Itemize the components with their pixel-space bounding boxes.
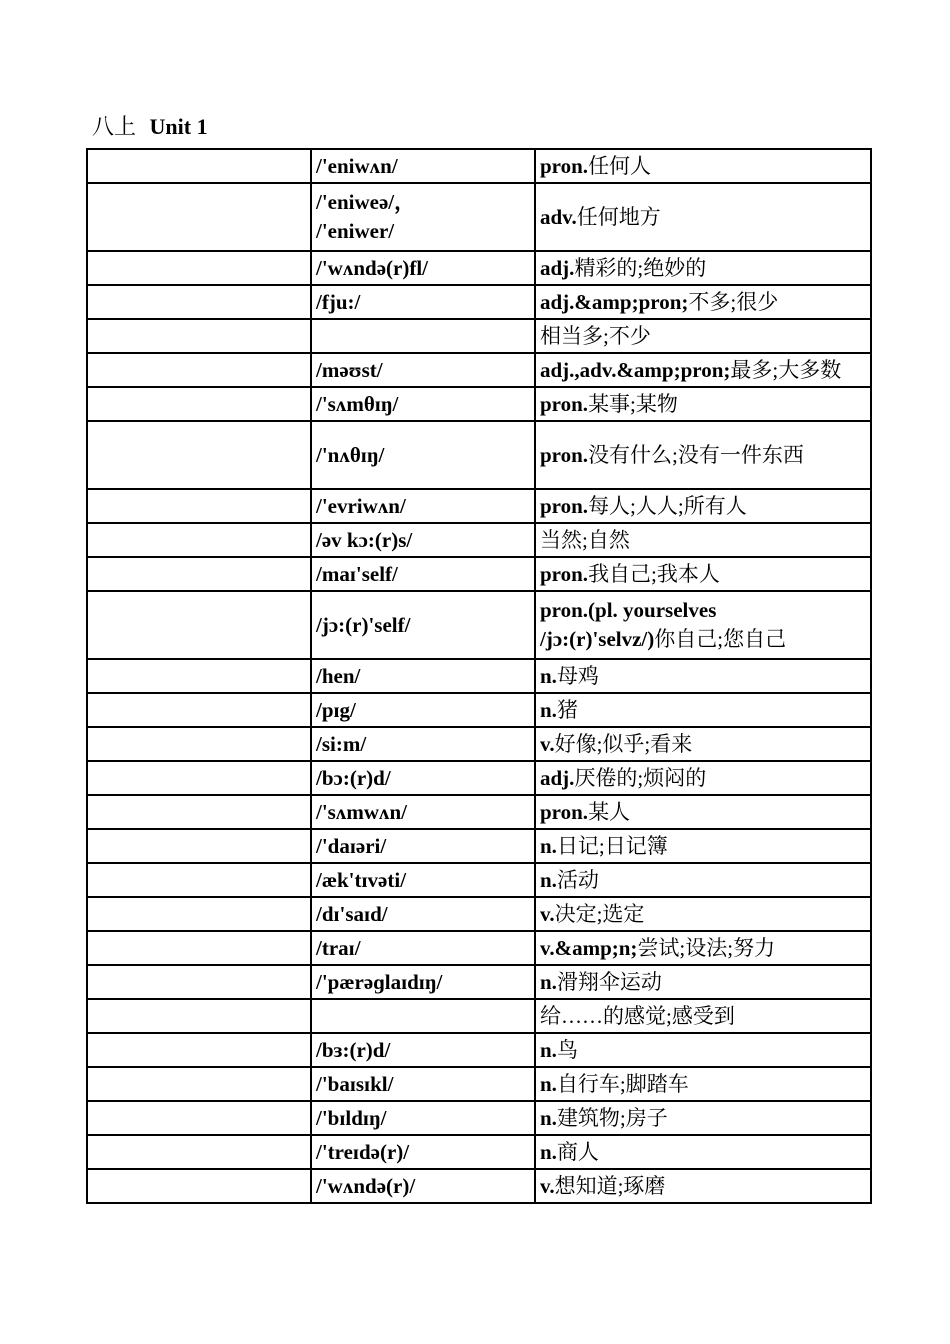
word-cell bbox=[87, 557, 311, 591]
meaning-cell bbox=[535, 1067, 871, 1101]
phonetic-cell: /'baɪsɪkl/ bbox=[311, 1067, 535, 1101]
chinese-meaning: 最多;大多数 bbox=[730, 357, 842, 382]
chinese-meaning: 精彩的;绝妙的 bbox=[574, 255, 707, 280]
table-row bbox=[87, 1033, 871, 1067]
word-cell bbox=[87, 897, 311, 931]
chinese-meaning: 每人;人人;所有人 bbox=[588, 493, 747, 518]
part-of-speech: adv. bbox=[540, 204, 577, 229]
word-cell bbox=[87, 659, 311, 693]
table-row bbox=[87, 897, 871, 931]
meaning-cell bbox=[535, 965, 871, 999]
table-row bbox=[87, 795, 871, 829]
word-cell bbox=[87, 1169, 311, 1203]
word-cell bbox=[87, 931, 311, 965]
chinese-meaning: 不多;很少 bbox=[688, 289, 779, 314]
part-of-speech: n. bbox=[540, 867, 557, 892]
part-of-speech: n. bbox=[540, 1037, 557, 1062]
meaning-cell bbox=[535, 1033, 871, 1067]
table-row bbox=[87, 523, 871, 557]
title-unit: Unit 1 bbox=[149, 114, 208, 139]
part-of-speech: n. bbox=[540, 969, 557, 994]
part-of-speech: adj. bbox=[540, 255, 575, 280]
meaning-cell bbox=[535, 659, 871, 693]
word-cell bbox=[87, 421, 311, 489]
part-of-speech: v.&amp;n; bbox=[540, 935, 638, 960]
part-of-speech: pron. bbox=[540, 442, 589, 467]
chinese-meaning: 尝试;设法;努力 bbox=[637, 935, 776, 960]
chinese-meaning: 建筑物;房子 bbox=[556, 1105, 668, 1130]
meaning-cell bbox=[535, 693, 871, 727]
chinese-meaning: 某人 bbox=[588, 799, 631, 824]
meaning-cell bbox=[535, 897, 871, 931]
part-of-speech: v. bbox=[540, 731, 555, 756]
phonetic-cell: /pɪg/ bbox=[311, 693, 535, 727]
chinese-meaning: 母鸡 bbox=[556, 663, 599, 688]
table-row bbox=[87, 489, 871, 523]
part-of-speech: adj.&amp;pron; bbox=[540, 289, 689, 314]
chinese-meaning: 鸟 bbox=[556, 1037, 578, 1062]
part-of-speech: adj. bbox=[540, 765, 575, 790]
phonetic-cell: /maɪ'self/ bbox=[311, 557, 535, 591]
phonetic-cell: /'daɪəri/ bbox=[311, 829, 535, 863]
table-row bbox=[87, 387, 871, 421]
part-of-speech: v. bbox=[540, 1173, 555, 1198]
part-of-speech: pron. bbox=[540, 799, 589, 824]
phonetic-cell: /'wʌndə(r)fl/ bbox=[311, 251, 535, 285]
phonetic-cell: /traɪ/ bbox=[311, 931, 535, 965]
table-row bbox=[87, 183, 871, 251]
title-grade: 八上 bbox=[92, 114, 137, 139]
meaning-cell bbox=[535, 149, 871, 183]
phonetic-cell: /dɪ'saɪd/ bbox=[311, 897, 535, 931]
part-of-speech: n. bbox=[540, 697, 557, 722]
meaning-cell bbox=[535, 1169, 871, 1203]
table-row bbox=[87, 591, 871, 659]
word-cell bbox=[87, 183, 311, 251]
meaning-cell bbox=[535, 285, 871, 319]
word-cell bbox=[87, 591, 311, 659]
phonetic-cell: /'eniwʌn/ bbox=[311, 149, 535, 183]
phonetic-cell: /æk'tɪvəti/ bbox=[311, 863, 535, 897]
table-row bbox=[87, 557, 871, 591]
part-of-speech: adj.,adv.&amp;pron; bbox=[540, 357, 731, 382]
meaning-cell bbox=[535, 1101, 871, 1135]
word-cell bbox=[87, 489, 311, 523]
part-of-speech: pron. bbox=[540, 561, 589, 586]
part-of-speech: n. bbox=[540, 1139, 557, 1164]
meaning-cell bbox=[535, 795, 871, 829]
table-row bbox=[87, 999, 871, 1033]
phonetic-cell: /'sʌmθɪŋ/ bbox=[311, 387, 535, 421]
phonetic-cell: /bɔ:(r)d/ bbox=[311, 761, 535, 795]
word-cell bbox=[87, 1101, 311, 1135]
word-cell bbox=[87, 1067, 311, 1101]
phonetic-cell: /'sʌmwʌn/ bbox=[311, 795, 535, 829]
meaning-cell bbox=[535, 1135, 871, 1169]
phonetic-cell: /si:m/ bbox=[311, 727, 535, 761]
word-cell bbox=[87, 863, 311, 897]
part-of-speech: n. bbox=[540, 833, 557, 858]
word-cell bbox=[87, 761, 311, 795]
phonetic-cell: /'eniweə/， /'eniwer/ bbox=[311, 183, 535, 251]
chinese-meaning: 你自己;您自己 bbox=[654, 627, 787, 651]
phonetic-cell bbox=[311, 999, 535, 1033]
part-of-speech: pron. bbox=[540, 493, 589, 518]
chinese-meaning: 想知道;琢磨 bbox=[554, 1173, 666, 1198]
chinese-meaning: 没有什么;没有一件东西 bbox=[588, 442, 804, 467]
table-row bbox=[87, 1067, 871, 1101]
word-cell bbox=[87, 1135, 311, 1169]
phonetic-cell: /'treɪdə(r)/ bbox=[311, 1135, 535, 1169]
phonetic-cell: /'wʌndə(r)/ bbox=[311, 1169, 535, 1203]
word-cell bbox=[87, 965, 311, 999]
meaning-cell bbox=[535, 557, 871, 591]
phonetic-cell: /məʊst/ bbox=[311, 353, 535, 387]
word-cell bbox=[87, 149, 311, 183]
table-row bbox=[87, 863, 871, 897]
table-row bbox=[87, 285, 871, 319]
chinese-meaning: 我自己;我本人 bbox=[588, 561, 720, 586]
meaning-cell bbox=[535, 251, 871, 285]
word-cell bbox=[87, 1033, 311, 1067]
table-row bbox=[87, 727, 871, 761]
table-row bbox=[87, 659, 871, 693]
phonetic-cell: /jɔ:(r)'self/ bbox=[311, 591, 535, 659]
chinese-meaning: 相当多;不少 bbox=[540, 323, 651, 348]
meaning-cell bbox=[535, 591, 871, 659]
part-of-speech: n. bbox=[540, 1105, 557, 1130]
meaning-cell bbox=[535, 421, 871, 489]
word-cell bbox=[87, 285, 311, 319]
chinese-meaning: 当然;自然 bbox=[540, 527, 630, 552]
part-of-speech: pron. bbox=[540, 153, 589, 178]
chinese-meaning: 滑翔伞运动 bbox=[556, 969, 662, 994]
chinese-meaning: 好像;似乎;看来 bbox=[554, 731, 693, 756]
table-row bbox=[87, 319, 871, 353]
part-of-speech: n. bbox=[540, 1071, 557, 1096]
word-cell bbox=[87, 999, 311, 1033]
table-row bbox=[87, 421, 871, 489]
chinese-meaning: 任何人 bbox=[588, 153, 652, 178]
chinese-meaning: 厌倦的;烦闷的 bbox=[574, 765, 707, 790]
meaning-cell bbox=[535, 999, 871, 1033]
table-row bbox=[87, 931, 871, 965]
phonetic-cell: /'evriwʌn/ bbox=[311, 489, 535, 523]
phonetic-cell: /bɜ:(r)d/ bbox=[311, 1033, 535, 1067]
table-row bbox=[87, 149, 871, 183]
part-of-speech: pron.(pl. yourselves /jɔ:(r)'selvz/) bbox=[540, 598, 717, 651]
part-of-speech: n. bbox=[540, 663, 557, 688]
chinese-meaning: 某事;某物 bbox=[588, 391, 678, 416]
chinese-meaning: 决定;选定 bbox=[554, 901, 645, 926]
phonetic-cell: /hen/ bbox=[311, 659, 535, 693]
meaning-cell bbox=[535, 829, 871, 863]
phonetic-cell bbox=[311, 319, 535, 353]
word-cell bbox=[87, 693, 311, 727]
table-row bbox=[87, 829, 871, 863]
table-row bbox=[87, 693, 871, 727]
word-cell bbox=[87, 251, 311, 285]
meaning-cell bbox=[535, 727, 871, 761]
word-cell bbox=[87, 523, 311, 557]
meaning-cell bbox=[535, 353, 871, 387]
table-row bbox=[87, 1169, 871, 1203]
chinese-meaning: 猪 bbox=[556, 697, 578, 722]
meaning-cell bbox=[535, 489, 871, 523]
table-row bbox=[87, 761, 871, 795]
chinese-meaning: 活动 bbox=[556, 867, 599, 892]
chinese-meaning: 任何地方 bbox=[576, 204, 661, 229]
phonetic-cell: /'pærəɡlaɪdɪŋ/ bbox=[311, 965, 535, 999]
meaning-cell bbox=[535, 761, 871, 795]
chinese-meaning: 给……的感觉;感受到 bbox=[540, 1003, 735, 1028]
meaning-cell bbox=[535, 387, 871, 421]
table-row bbox=[87, 1135, 871, 1169]
part-of-speech: pron. bbox=[540, 391, 589, 416]
word-cell bbox=[87, 319, 311, 353]
word-cell bbox=[87, 353, 311, 387]
meaning-cell bbox=[535, 863, 871, 897]
word-cell bbox=[87, 387, 311, 421]
table-row bbox=[87, 1101, 871, 1135]
meaning-cell bbox=[535, 319, 871, 353]
chinese-meaning: 自行车;脚踏车 bbox=[556, 1071, 689, 1096]
chinese-meaning: 日记;日记簿 bbox=[556, 833, 668, 858]
word-cell bbox=[87, 795, 311, 829]
part-of-speech: v. bbox=[540, 901, 555, 926]
phonetic-cell: /'bɪldɪŋ/ bbox=[311, 1101, 535, 1135]
chinese-meaning: 商人 bbox=[556, 1139, 599, 1164]
table-row bbox=[87, 353, 871, 387]
word-cell bbox=[87, 829, 311, 863]
word-cell bbox=[87, 727, 311, 761]
meaning-cell bbox=[535, 523, 871, 557]
phonetic-cell: /əv kɔ:(r)s/ bbox=[311, 523, 535, 557]
page-title bbox=[92, 112, 208, 142]
meaning-cell bbox=[535, 183, 871, 251]
table-row bbox=[87, 965, 871, 999]
phonetic-cell: /'nʌθɪŋ/ bbox=[311, 421, 535, 489]
table-row bbox=[87, 251, 871, 285]
meaning-cell bbox=[535, 931, 871, 965]
phonetic-cell: /fju:/ bbox=[311, 285, 535, 319]
vocabulary-table bbox=[86, 148, 872, 1204]
